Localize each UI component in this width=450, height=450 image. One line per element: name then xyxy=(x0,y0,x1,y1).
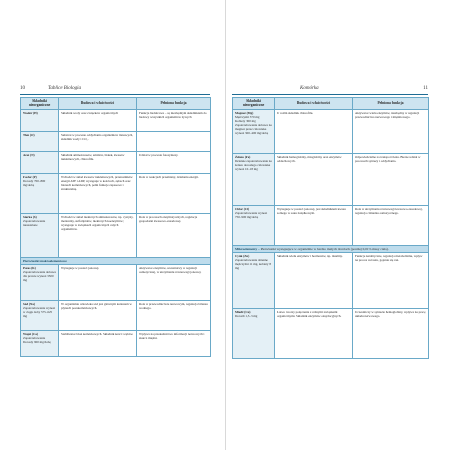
element-cell xyxy=(21,264,59,300)
element-cell xyxy=(233,308,275,358)
section-label: Mikroelementy xyxy=(235,246,258,251)
header-rule xyxy=(232,94,428,95)
function-cell xyxy=(137,213,211,257)
section-text: Pierwiastki występujące w organizmie w bardzo małych ilościach (poniżej 0,01% masy ciała). xyxy=(260,246,389,251)
function-cell xyxy=(353,308,429,358)
structure-text: Substrat w procesie oddychania organizmów tlenowych, składnik wody i CO₂. xyxy=(61,132,133,141)
function-cell xyxy=(137,330,211,356)
function-cell xyxy=(137,300,211,330)
table-header-row xyxy=(21,98,211,110)
table-row xyxy=(233,109,429,153)
structure-cell xyxy=(275,153,353,205)
function-text: Udział w procesie fotosyntezy. xyxy=(139,152,179,157)
structure-cell xyxy=(59,330,137,356)
function-text: Funkcje katalityczne, regulacja metabolizmu, wpływ na proces wzrostu, gojenie się ran. xyxy=(355,253,423,262)
element-requirement: Dorośli 1,5–3 mg xyxy=(235,313,258,318)
structure-text: Składnik wody oraz związków organicznych xyxy=(61,110,119,115)
table-header-row xyxy=(233,98,429,110)
element-cell xyxy=(233,205,275,245)
table-row xyxy=(233,205,429,245)
column-header: Pełniona funkcja xyxy=(137,98,211,110)
table-row xyxy=(21,264,211,300)
element-name: Cynk (Zn) xyxy=(235,253,250,258)
element-requirement: Zapotrzebowanie wynosi w ciągu doby 575–625 mg xyxy=(23,305,56,318)
structure-cell xyxy=(59,173,137,213)
element-requirement: Zapotrzebowanie wynosi 750–900 mg/dobę xyxy=(235,210,268,219)
column-header: Pełniona funkcja xyxy=(353,98,429,110)
element-cell xyxy=(233,109,275,153)
element-cell xyxy=(21,131,59,151)
element-cell xyxy=(21,109,59,131)
table-row xyxy=(21,131,211,151)
structure-text: Wchodzi w skład kwasów nukleinowych, przenośników energii ATP i ADP, występuje w kościach, zębach oraz błonach komórkowych, pełni funkcje zapasowe i strukturalną. xyxy=(61,174,133,191)
table-row xyxy=(233,308,429,358)
element-requirement: Zapotrzebowanie dobowe dla prawie wynosi 3500 mg xyxy=(23,269,57,282)
element-requirement: Dzienne zapotrzebowanie na żelazo dorosłego człowieka wynosi 10–18 mg xyxy=(235,158,272,171)
structure-text: Składnik hemoglobiny, mioglobiny oraz enzymów oddechowych. xyxy=(277,154,342,163)
running-title: Komórka xyxy=(300,86,319,91)
element-cell xyxy=(21,300,59,330)
element-name: Chlor (Cl) xyxy=(235,206,250,211)
function-cell xyxy=(353,109,429,153)
element-requirement: Zapotrzebowanie nieustalone xyxy=(23,218,46,227)
table-row xyxy=(233,153,429,205)
elements-table xyxy=(232,97,429,359)
function-text: Aktywator wielu enzymów, niezbędny w regulacji przewodnictwa nerwowego i mięśniowego. xyxy=(355,110,420,119)
element-requirement: Zapotrzebowanie dzienne mężczyźni 11 mg, kobiety 8 mg xyxy=(235,257,271,270)
structure-cell xyxy=(59,131,137,151)
element-name: Miedź (Cu) xyxy=(235,309,251,314)
structure-text: Stabilizator błon komórkowych. Składnik kości i zębów. xyxy=(61,331,134,336)
page-number: 11 xyxy=(423,86,428,91)
section-row xyxy=(21,257,211,264)
function-cell xyxy=(137,173,211,213)
function-text: Wpływa na przekaźnictwo informacji nerwowych i skurcz mięśni. xyxy=(139,331,205,340)
section-row xyxy=(233,245,429,252)
section-label: Pierwiastki makroelementowe xyxy=(21,257,211,264)
element-name: Fosfor (P) xyxy=(23,174,37,179)
function-text: Rola w przewodnictwie nerwowym, regulacja bilansu wodnego. xyxy=(139,301,208,310)
structure-text: Występuje w postaci jonowej, jest składnikiem kwasu solnego w soku żołądkowym. xyxy=(277,206,346,215)
structure-text: Wchodzi w skład niektórych aminokwasów, np. cystyny, metioniny, sulfolipidów, niektórych koenzymów; występuje w związkach organicznych całych organizmów. xyxy=(61,214,134,231)
element-requirement: Dorosły 700–800 mg/dobę xyxy=(23,178,46,187)
function-text: Funkcja budulcowa – są niezbędnym składnikiem do budowy wszystkich organizmów żywych xyxy=(139,110,207,119)
column-header: Składniki nieorganiczne xyxy=(21,98,59,110)
function-text: Rola w reakcjach przemiany, działaniu energii. xyxy=(139,174,199,179)
header-rule xyxy=(20,94,210,95)
table-row xyxy=(21,109,211,131)
page-number: 10 xyxy=(20,86,25,91)
function-cell xyxy=(137,151,211,173)
function-cell xyxy=(137,131,211,151)
function-text: Rola w utrzymaniu równowagi kwasowo-zasadowej, regulacja ciśnienia osmotycznego. xyxy=(355,206,423,215)
column-header: Budowa i właściwości xyxy=(59,98,137,110)
table-row xyxy=(233,252,429,308)
element-cell xyxy=(233,252,275,308)
element-name: Azot (N) xyxy=(23,152,35,157)
function-cell xyxy=(353,153,429,205)
element-name: Wapń (Ca) xyxy=(23,331,38,336)
table-row xyxy=(21,151,211,173)
element-requirement: Zapotrzebowanie Dorosły 900 mg/dobę xyxy=(23,335,51,344)
structure-text: Składnik aminokwasów, amidów, białek, kwasów nukleinowych, chlorofilu. xyxy=(61,152,125,161)
function-cell xyxy=(353,252,429,308)
element-name: Wodór (H) xyxy=(23,110,38,115)
column-header: Budowa i właściwości xyxy=(275,98,353,110)
function-cell xyxy=(353,205,429,245)
structure-text: Łatwo tworzy połączenia z różnymi związkami organicznymi. Składnik enzymów oksydacyjnych. xyxy=(277,309,342,318)
table-row xyxy=(21,330,211,356)
structure-text: Składnik wielu enzymów i hormonów, np. insuliny. xyxy=(277,253,343,258)
structure-cell xyxy=(275,109,353,153)
structure-cell xyxy=(275,252,353,308)
function-text: Aktywator enzymów, uczestniczy w regulacji osmotycznej, w utrzymaniu równowagi jonowej. xyxy=(139,265,202,274)
element-name: Siarka (S) xyxy=(23,214,37,219)
element-cell xyxy=(21,151,59,173)
function-text: Odpowiedzialne za transport tlenu. Bierze udział w procesach syntezy i oddychania. xyxy=(355,154,421,163)
element-cell xyxy=(233,153,275,205)
elements-table xyxy=(20,97,211,357)
right-page xyxy=(226,0,450,450)
element-name: Tlen (O) xyxy=(23,132,35,137)
element-name: Magnez (Mg) xyxy=(235,110,254,115)
column-header: Składniki nieorganiczne xyxy=(233,98,275,110)
element-cell xyxy=(21,173,59,213)
element-name: Potas (K) xyxy=(23,265,36,270)
section-cell: Mikroelementy – Pierwiastki występujące w organizmie w bardzo małych ilościach (poniżej 0,01% masy ciała). xyxy=(233,245,429,252)
structure-text: U roślin składnik chlorofilu. xyxy=(277,110,314,115)
element-name: Żelazo (Fe) xyxy=(235,154,251,159)
structure-cell xyxy=(59,213,137,257)
function-text: Rola w procesach enzymatycznych, regulacja gospodarki kwasowo-zasadowej. xyxy=(139,214,198,223)
running-title: Tablice Biologia xyxy=(48,86,82,91)
structure-cell xyxy=(59,109,137,131)
table-row xyxy=(21,173,211,213)
function-cell xyxy=(137,109,211,131)
function-cell xyxy=(137,264,211,300)
structure-cell xyxy=(59,264,137,300)
structure-cell xyxy=(59,300,137,330)
structure-cell xyxy=(275,308,353,358)
element-cell xyxy=(21,213,59,257)
element-requirement: Mężczyźni 370 mg Kobiety 300 mg Zapotrzebowanie dobowe na magnez przez człowieka wynosi 300–400 mg/dobę xyxy=(235,114,272,135)
element-cell xyxy=(21,330,59,356)
structure-cell xyxy=(59,151,137,173)
structure-text: Występuje w postaci jonowej. xyxy=(61,265,100,270)
structure-cell xyxy=(275,205,353,245)
table-row xyxy=(21,213,211,257)
structure-text: W organizmie człowieka sód jest głównym kationem w płynach pozakomórkowych. xyxy=(61,301,132,310)
table-row xyxy=(21,300,211,330)
function-text: Uczestniczy w syntezie hemoglobiny, wpływa na pracę układu nerwowego. xyxy=(355,309,426,318)
element-name: Sód (Na) xyxy=(23,301,35,306)
